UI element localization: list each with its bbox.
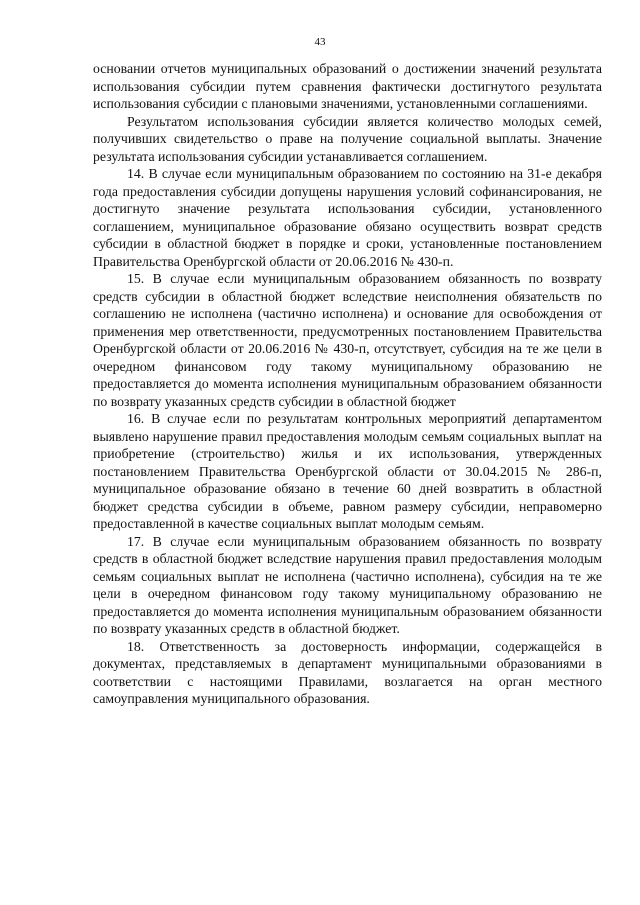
paragraph-15: 15. В случае если муниципальным образованием обязанность по возврату средств субсидии в областной бюджет вследствие неисполнения обязательств по соглашению не исполнена (частично исполнена) и основание для освобождения от применения мер ответственности, предусмотренных постановлением Правительства Оренбургской области от 20.06.2016 № 430-п, отсутствует, субсидия на те же цели в очередном финансовом году такому муниципальному образованию не предоставляется до момента исполнения муниципальным образованием обязанности по возврату указанных средств субсидии в областной бюджет	[93, 271, 602, 409]
paragraph-16: 16. В случае если по результатам контрольных мероприятий департаментом выявлено нарушение правил предоставления молодым семьям социальных выплат на приобретение (строительство) жилья и их использования, утвержденных постановлением Правительства Оренбургской области от 30.04.2015 № 286-п, муниципальное образование обязано в течение 60 дней возвратить в областной бюджет средства субсидии в объеме, равном размеру субсидии, неправомерно предоставленной в качестве социальных выплат молодым семьям.	[93, 411, 602, 531]
paragraph-continuation: основании отчетов муниципальных образований о достижении значений результата использования субсидии путем сравнения фактически достигнутого результата использования субсидии с плановыми значениями, установленными соглашениями.	[93, 61, 602, 111]
paragraph-result-definition: Результатом использования субсидии является количество молодых семей, получивших свидетельство о праве на получение социальной выплаты. Значение результата использования субсидии устанавливается соглашением.	[93, 113, 602, 164]
document-text	[93, 60, 602, 708]
paragraph-14: 14. В случае если муниципальным образованием по состоянию на 31-е декабря года предоставления субсидии допущены нарушения условий софинансирования, не достигнуто значение результата использования субсидии, установленного соглашением, муниципальное образование обязано осуществить возврат средств субсидии в областной бюджет в порядке и сроки, установленные постановлением Правительства Оренбургской области от 20.06.2016 № 430-п.	[93, 166, 602, 269]
paragraph-18: 18. Ответственность за достоверность информации, содержащейся в документах, представляемых в департамент муниципальными образованиями в соответствии с настоящими Правилами, возлагается на орган местного самоуправления муниципального образования.	[93, 638, 602, 706]
paragraph-17: 17. В случае если муниципальным образованием обязанность по возврату средств в областной бюджет вследствие нарушения правил предоставления молодым семьям социальных выплат не исполнена (частично исполнена), субсидия на те же цели в очередном финансовом году такому муниципальному образованию не предоставляется до момента исполнения муниципальным образованием обязанности по возврату указанных средств в областной бюджет.	[93, 533, 602, 636]
page-number: 43	[314, 36, 326, 48]
